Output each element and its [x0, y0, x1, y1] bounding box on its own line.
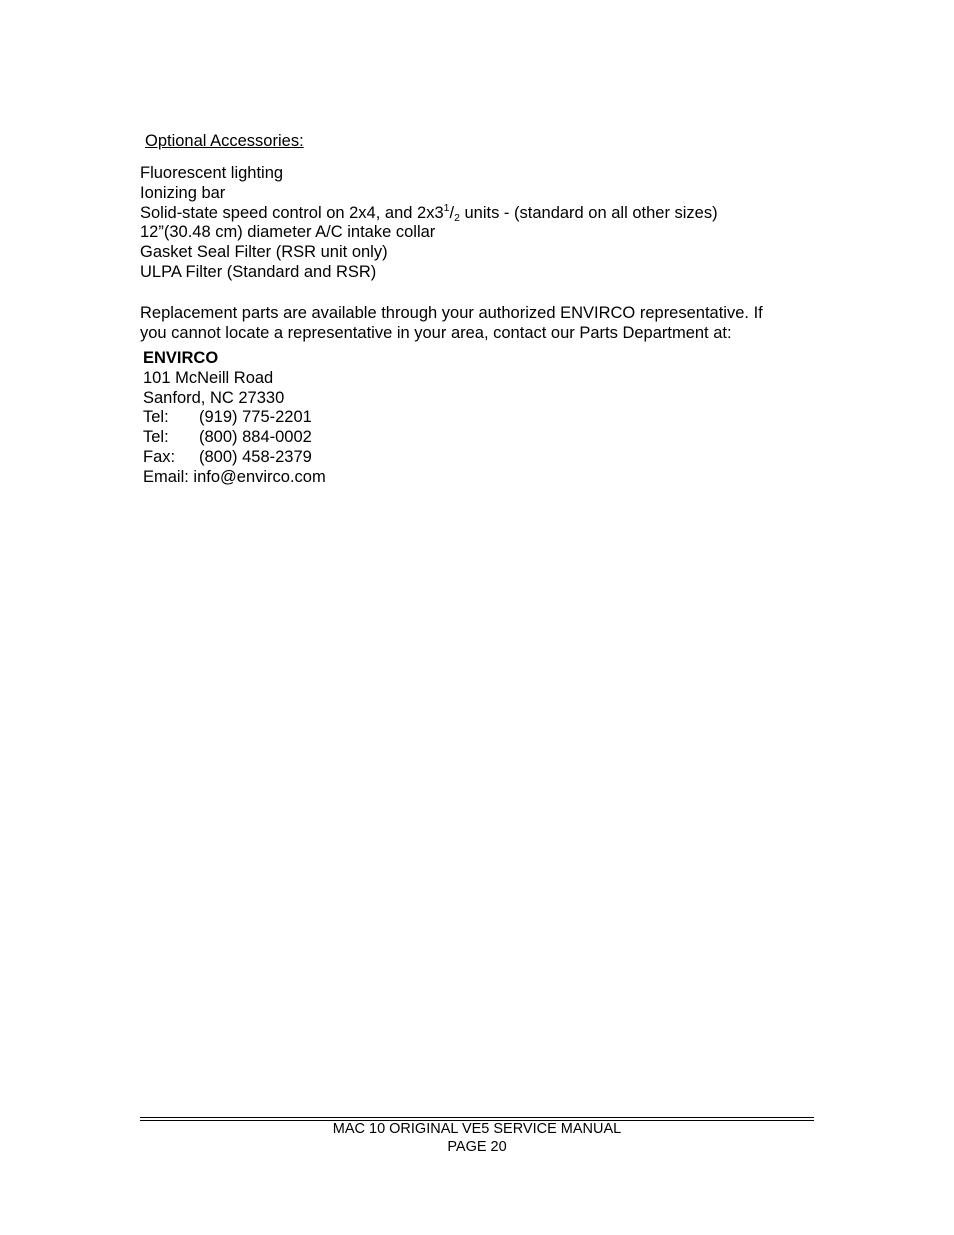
accessory-item — [140, 201, 718, 224]
fax-value: (800) 458-2379 — [199, 447, 312, 466]
fraction-denominator: 2 — [454, 211, 460, 224]
street-address: 101 McNeill Road — [143, 368, 274, 387]
accessories-list — [140, 164, 718, 283]
page-number: PAGE 20 — [447, 1139, 507, 1155]
company-name: ENVIRCO — [143, 349, 219, 367]
paragraph-line: Replacement parts are available through your authorized ENVIRCO representative. If — [140, 304, 763, 322]
phone-line-2 — [143, 428, 326, 448]
phone-line-1 — [143, 408, 326, 428]
accessory-item: 12”(30.48 cm) diameter A/C intake collar — [140, 223, 436, 242]
fraction-slash: / — [449, 203, 455, 222]
replacement-paragraph — [140, 303, 763, 343]
accessory-item: Gasket Seal Filter (RSR unit only) — [140, 243, 388, 262]
contact-block — [143, 349, 326, 488]
section-heading: Optional Accessories: — [145, 132, 304, 150]
accessory-item: Fluorescent lighting — [140, 164, 284, 182]
phone-label: Tel: — [143, 428, 169, 447]
fax-line — [143, 448, 326, 468]
phone-value: (919) 775-2201 — [199, 408, 312, 427]
fax-label: Fax: — [143, 447, 176, 466]
page-footer — [140, 1120, 814, 1156]
accessory-item: Ionizing bar — [140, 183, 226, 202]
paragraph-line: you cannot locate a representative in your area, contact our Parts Department at: — [140, 324, 732, 342]
phone-value: (800) 884-0002 — [199, 428, 312, 447]
accessory-text: Solid-state speed control on 2x4, and 2x3 — [140, 203, 444, 222]
accessory-text: units - (standard on all other sizes) — [459, 203, 718, 222]
footer-title: MAC 10 ORIGINAL VE5 SERVICE MANUAL — [332, 1121, 622, 1137]
email-line: Email: info@envirco.com — [143, 467, 326, 486]
fraction-numerator: 1 — [443, 201, 450, 214]
phone-label: Tel: — [143, 408, 169, 427]
city-address: Sanford, NC 27330 — [143, 388, 285, 407]
accessory-item: ULPA Filter (Standard and RSR) — [140, 262, 377, 281]
